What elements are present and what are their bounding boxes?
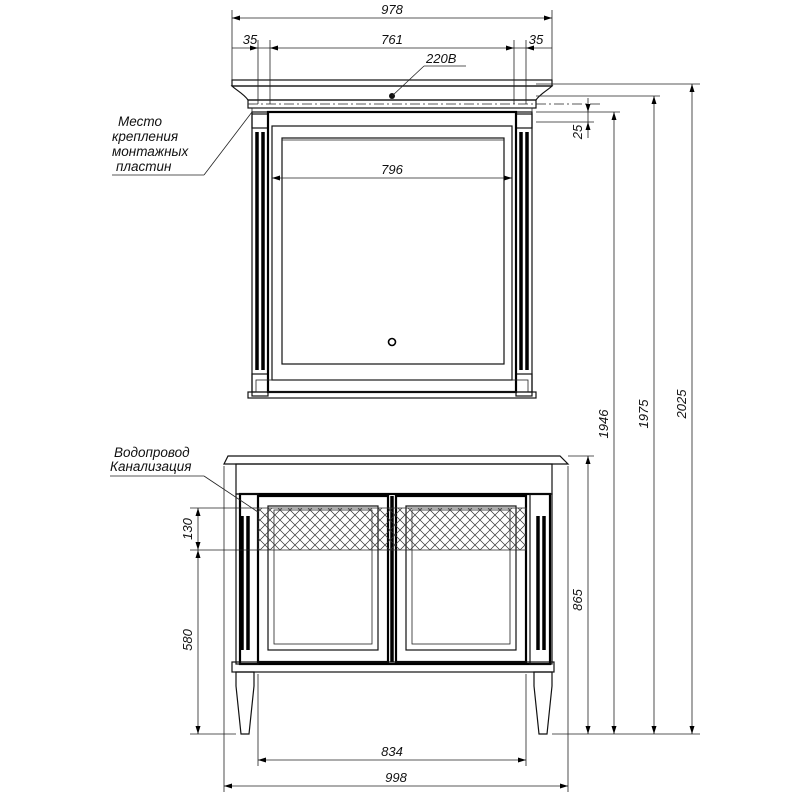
power-label: 220В xyxy=(426,51,457,66)
mirror-left-flutes xyxy=(257,132,263,370)
mirror-left-pilaster-cap xyxy=(252,114,268,128)
mount-label-line1: Место xyxy=(118,114,162,129)
mount-label-line4: пластин xyxy=(116,159,172,174)
power-leader xyxy=(392,66,424,96)
mirror-right-pilaster-base xyxy=(516,374,532,392)
dim-vanity-height: 865 xyxy=(570,589,585,611)
mirror-frame-outer xyxy=(268,112,516,392)
dimension-glass-width xyxy=(272,162,512,181)
mount-label-line3: монтажных xyxy=(112,144,189,159)
mirror-right-pilaster xyxy=(516,112,532,396)
dim-vanity-top-width: 998 xyxy=(385,770,407,785)
dim-mirror-inner-width: 761 xyxy=(381,32,403,47)
dim-total-height: 2025 xyxy=(674,389,689,419)
vanity-left-flutes xyxy=(242,516,248,650)
dim-mirror-frame-top: 25 xyxy=(570,124,585,140)
vanity-left-leg xyxy=(236,672,254,734)
mirror-right-flutes xyxy=(521,132,527,370)
mount-note xyxy=(112,112,252,175)
mirror-left-pilaster xyxy=(252,112,268,396)
mirror-left-pilaster-base xyxy=(252,374,268,392)
mount-label-line2: крепления xyxy=(112,129,179,144)
pipe-zone-hatch xyxy=(258,508,526,550)
vanity-countertop-edge xyxy=(236,464,552,494)
dim-mirror-mid-height: 1975 xyxy=(636,399,651,429)
dim-pipe-height: 580 xyxy=(180,629,195,651)
dim-pipe-zone-height: 130 xyxy=(180,518,195,540)
mirror-touch-switch-icon xyxy=(389,339,396,346)
vanity-right-leg xyxy=(534,672,552,734)
vanity-right-post xyxy=(530,494,552,664)
dim-mirror-glass-width: 796 xyxy=(381,162,403,177)
dim-vanity-leg-span: 834 xyxy=(381,744,403,759)
sewer-label: Канализация xyxy=(110,459,192,474)
vanity-right-flutes xyxy=(538,516,544,650)
dimensions-right xyxy=(536,84,700,734)
vanity-countertop xyxy=(224,456,568,464)
dim-mirror-overall-width: 978 xyxy=(381,2,403,17)
dim-mount-height: 1946 xyxy=(596,409,611,439)
dimensions-top xyxy=(232,2,600,104)
vanity-assembly xyxy=(224,456,568,734)
dim-mirror-left-offset: 35 xyxy=(242,32,258,47)
mirror-assembly xyxy=(232,80,552,398)
mirror-right-pilaster-cap xyxy=(516,114,532,128)
mirror-cornice-top xyxy=(232,80,552,86)
mirror-bottom-lip xyxy=(256,380,528,392)
dim-mirror-right-offset: 35 xyxy=(528,32,544,47)
mount-leader xyxy=(204,112,252,175)
water-label: Водопровод xyxy=(114,445,190,460)
